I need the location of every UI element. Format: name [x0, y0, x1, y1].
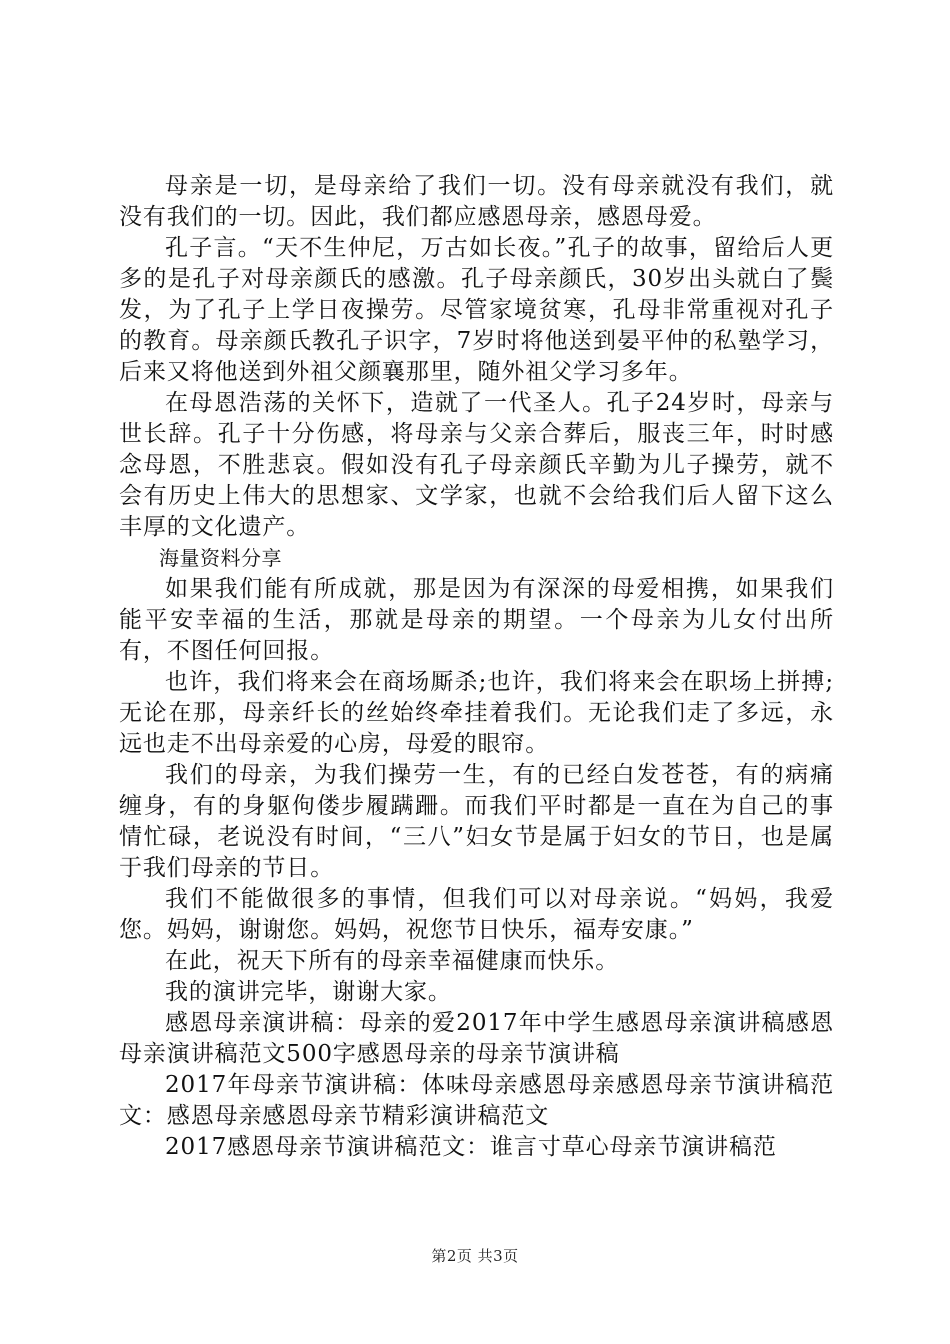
document-body — [119, 171, 834, 1163]
related-link: 2017年母亲节演讲稿：体味母亲感恩母亲感恩母亲节演讲稿范文：感恩母亲感恩母亲节精彩演讲稿范文 — [119, 1072, 834, 1129]
paragraph: 我们不能做很多的事情，但我们可以对母亲说。“妈妈，我爱您。妈妈，谢谢您。妈妈，祝您节日快乐，福寿安康。” — [119, 886, 834, 943]
paragraph: 如果我们能有所成就，那是因为有深深的母爱相携，如果我们能平安幸福的生活，那就是母亲的期望。一个母亲为儿女付出所有，不图任何回报。 — [119, 576, 834, 664]
paragraph: 也许，我们将来会在商场厮杀;也许，我们将来会在职场上拼搏;无论在那，母亲纤长的丝始终牵挂着我们。无论我们走了多远，永远也走不出母亲爱的心房，母爱的眼帘。 — [119, 669, 834, 757]
page-footer: 第2页 共3页 — [431, 1247, 519, 1265]
paragraph: 母亲是一切，是母亲给了我们一切。没有母亲就没有我们，就没有我们的一切。因此，我们都应感恩母亲，感恩母爱。 — [119, 173, 834, 230]
paragraph: 我的演讲完毕，谢谢大家。 — [165, 979, 452, 1005]
paragraph: 我们的母亲，为我们操劳一生，有的已经白发苍苍，有的病痛缠身，有的身躯佝偻步履蹒跚。而我们平时都是一直在为自己的事情忙碌，老说没有时间，“三八”妇女节是属于妇女的节日，也是属于我们母亲的节日。 — [119, 762, 834, 881]
related-link: 2017感恩母亲节演讲稿范文：谁言寸草心母亲节演讲稿范 — [165, 1134, 777, 1160]
share-line: 海量资料分享 — [159, 546, 282, 570]
paragraph: 在此，祝天下所有的母亲幸福健康而快乐。 — [165, 948, 620, 974]
paragraph: 孔子言。“天不生仲尼，万古如长夜。”孔子的故事，留给后人更多的是孔子对母亲颜氏的感激。孔子母亲颜氏，30岁出头就白了鬓发，为了孔子上学日夜操劳。尽管家境贫寒，孔母非常重视对孔子的教育。母亲颜氏教孔子识字，7岁时将他送到晏平仲的私塾学习，后来又将他送到外祖父颜襄那里，随外祖父学习多年。 — [119, 235, 834, 385]
related-link: 感恩母亲演讲稿：母亲的爱2017年中学生感恩母亲演讲稿感恩母亲演讲稿范文500字感恩母亲的母亲节演讲稿 — [119, 1010, 834, 1067]
paragraph: 在母恩浩荡的关怀下，造就了一代圣人。孔子24岁时，母亲与世长辞。孔子十分伤感，将母亲与父亲合葬后，服丧三年，时时感念母恩，不胜悲哀。假如没有孔子母亲颜氏辛勤为儿子操劳，就不会有历史上伟大的思想家、文学家，也就不会给我们后人留下这么丰厚的文化遗产。 — [119, 390, 834, 540]
